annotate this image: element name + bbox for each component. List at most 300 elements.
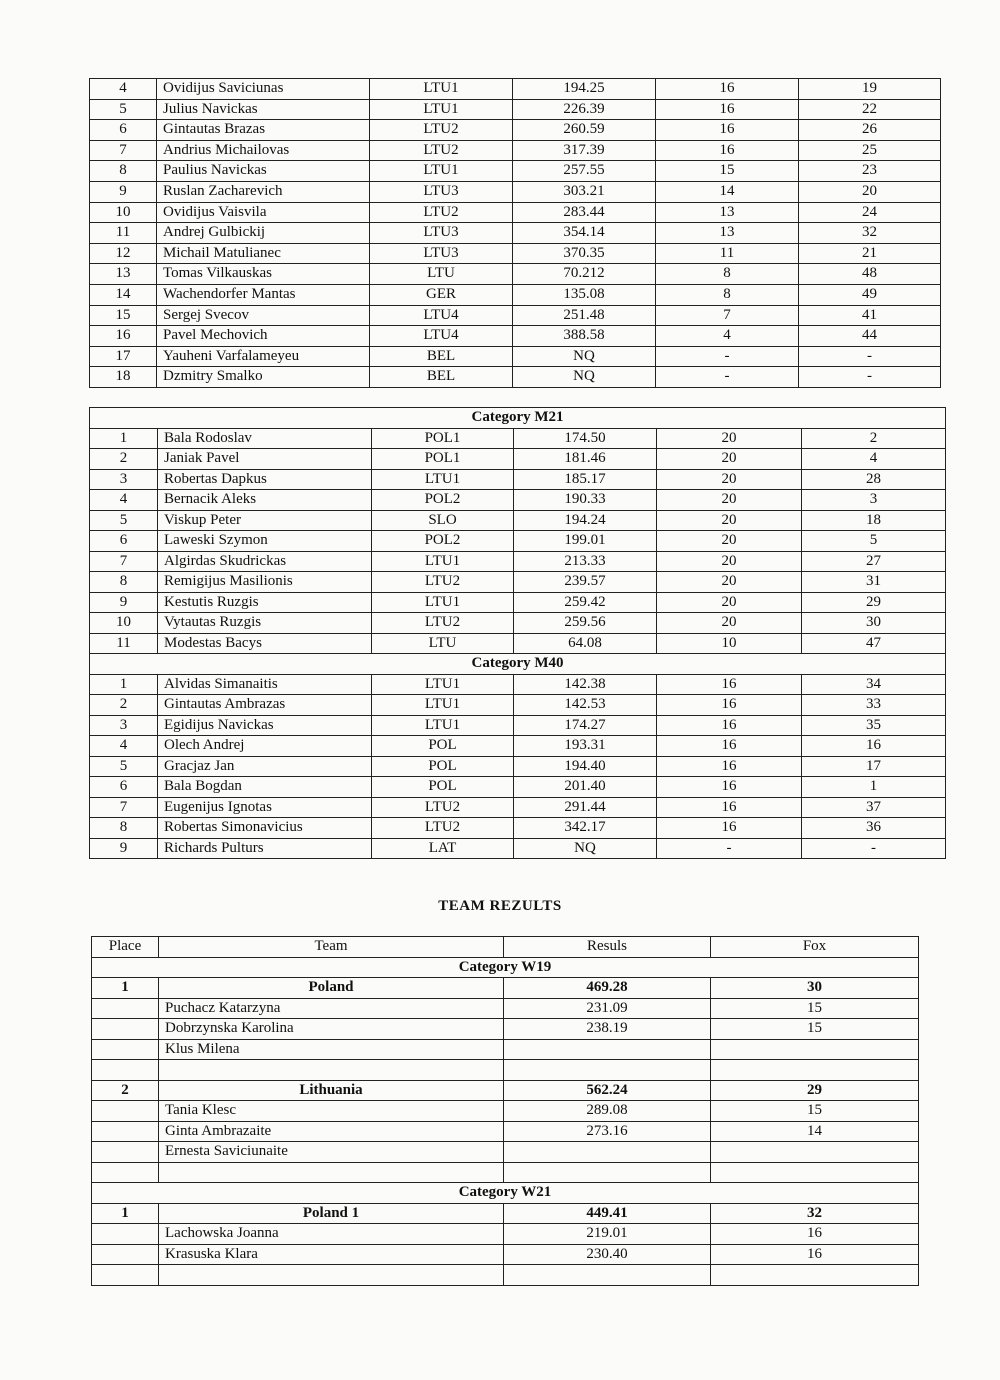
cell-result: 259.42 bbox=[514, 592, 657, 613]
cell-name: Ruslan Zacharevich bbox=[157, 181, 370, 202]
cell-place: 3 bbox=[90, 469, 158, 490]
cell-name: Remigijus Masilionis bbox=[158, 572, 372, 593]
cell-name: Michail Matulianec bbox=[157, 243, 370, 264]
cell-fox: 14 bbox=[656, 181, 799, 202]
cell-team: Poland 1 bbox=[159, 1203, 504, 1224]
cell-results bbox=[504, 1265, 711, 1286]
table-row bbox=[90, 674, 946, 695]
cell-name: Egidijus Navickas bbox=[158, 715, 372, 736]
cell-number: 4 bbox=[802, 449, 946, 470]
cell-fox: 13 bbox=[656, 223, 799, 244]
cell-team: LTU2 bbox=[372, 797, 514, 818]
table-row bbox=[90, 777, 946, 798]
cell-fox: 7 bbox=[656, 305, 799, 326]
cell-place: 7 bbox=[90, 797, 158, 818]
cell-name: Bala Bogdan bbox=[158, 777, 372, 798]
cell-number: 22 bbox=[799, 99, 941, 120]
results-table-continued bbox=[89, 78, 941, 388]
cell-fox: 16 bbox=[657, 777, 802, 798]
cell-place: 13 bbox=[90, 264, 157, 285]
cell-place: 1 bbox=[90, 428, 158, 449]
cell-fox: 20 bbox=[657, 572, 802, 593]
cell-name: Andrej Gulbickij bbox=[157, 223, 370, 244]
table-row bbox=[90, 797, 946, 818]
cell-team: LTU1 bbox=[372, 469, 514, 490]
member-row bbox=[92, 1039, 919, 1060]
cell-team: POL1 bbox=[372, 428, 514, 449]
cell-number: 16 bbox=[802, 736, 946, 757]
header-place: Place bbox=[92, 937, 159, 958]
table-row bbox=[90, 551, 946, 572]
cell-number: 37 bbox=[802, 797, 946, 818]
member-row bbox=[92, 1101, 919, 1122]
cell-place: 17 bbox=[90, 346, 157, 367]
table-row bbox=[90, 264, 941, 285]
cell-fox: 16 bbox=[711, 1224, 919, 1245]
member-row bbox=[92, 1244, 919, 1265]
cell-name: Modestas Bacys bbox=[158, 633, 372, 654]
cell-team: LTU2 bbox=[370, 120, 513, 141]
cell-place: 8 bbox=[90, 572, 158, 593]
cell-number: 47 bbox=[802, 633, 946, 654]
cell-team: GER bbox=[370, 284, 513, 305]
cell-name: Wachendorfer Mantas bbox=[157, 284, 370, 305]
cell-number: 23 bbox=[799, 161, 941, 182]
cell-result: 342.17 bbox=[514, 818, 657, 839]
cell-name: Pavel Mechovich bbox=[157, 326, 370, 347]
cell-place: 15 bbox=[90, 305, 157, 326]
team-results-heading: TEAM REZULTS bbox=[438, 898, 562, 914]
header-team: Team bbox=[159, 937, 504, 958]
cell-team: Klus Milena bbox=[159, 1039, 504, 1060]
cell-fox: 20 bbox=[657, 551, 802, 572]
cell-results: 469.28 bbox=[504, 978, 711, 999]
cell-result: 174.27 bbox=[514, 715, 657, 736]
cell-team: LTU4 bbox=[370, 326, 513, 347]
cell-place: 4 bbox=[90, 736, 158, 757]
cell-fox: 14 bbox=[711, 1121, 919, 1142]
table-row bbox=[90, 284, 941, 305]
member-row bbox=[92, 1121, 919, 1142]
cell-fox: 15 bbox=[711, 1101, 919, 1122]
cell-place bbox=[92, 1101, 159, 1122]
cell-team: Dobrzynska Karolina bbox=[159, 1019, 504, 1040]
cell-number: 19 bbox=[799, 79, 941, 100]
cell-number: 2 bbox=[802, 428, 946, 449]
cell-number: 20 bbox=[799, 181, 941, 202]
cell-team: BEL bbox=[370, 367, 513, 388]
cell-name: Algirdas Skudrickas bbox=[158, 551, 372, 572]
cell-name: Eugenijus Ignotas bbox=[158, 797, 372, 818]
cell-team: Lithuania bbox=[159, 1080, 504, 1101]
cell-team: LTU1 bbox=[370, 161, 513, 182]
cell-fox: 4 bbox=[656, 326, 799, 347]
cell-results bbox=[504, 1060, 711, 1081]
cell-place bbox=[92, 1162, 159, 1183]
results-table-m21-m40 bbox=[89, 407, 946, 859]
cell-team: LTU2 bbox=[372, 572, 514, 593]
cell-name: Gintautas Brazas bbox=[157, 120, 370, 141]
cell-name: Tomas Vilkauskas bbox=[157, 264, 370, 285]
cell-results: 449.41 bbox=[504, 1203, 711, 1224]
table-row bbox=[90, 818, 946, 839]
table-row bbox=[90, 490, 946, 511]
cell-result: 257.55 bbox=[513, 161, 656, 182]
cell-result: 226.39 bbox=[513, 99, 656, 120]
cell-number: 26 bbox=[799, 120, 941, 141]
cell-results: 219.01 bbox=[504, 1224, 711, 1245]
cell-result: NQ bbox=[513, 367, 656, 388]
cell-fox bbox=[711, 1265, 919, 1286]
cell-place: 10 bbox=[90, 202, 157, 223]
table-row bbox=[90, 326, 941, 347]
cell-team: POL bbox=[372, 777, 514, 798]
cell-fox: 16 bbox=[657, 674, 802, 695]
cell-number: 32 bbox=[799, 223, 941, 244]
cell-name: Sergej Svecov bbox=[157, 305, 370, 326]
cell-name: Kestutis Ruzgis bbox=[158, 592, 372, 613]
cell-place: 2 bbox=[92, 1080, 159, 1101]
cell-number: 25 bbox=[799, 140, 941, 161]
cell-place: 5 bbox=[90, 510, 158, 531]
cell-fox bbox=[711, 1039, 919, 1060]
cell-fox: 11 bbox=[656, 243, 799, 264]
cell-fox: 15 bbox=[711, 998, 919, 1019]
cell-result: 239.57 bbox=[514, 572, 657, 593]
cell-number: 41 bbox=[799, 305, 941, 326]
cell-team: Poland bbox=[159, 978, 504, 999]
cell-result: 142.53 bbox=[514, 695, 657, 716]
table-row bbox=[90, 99, 941, 120]
table-row bbox=[90, 715, 946, 736]
cell-name: Alvidas Simanaitis bbox=[158, 674, 372, 695]
cell-name: Dzmitry Smalko bbox=[157, 367, 370, 388]
cell-result: 193.31 bbox=[514, 736, 657, 757]
cell-result: 194.25 bbox=[513, 79, 656, 100]
cell-place bbox=[92, 1265, 159, 1286]
cell-place: 11 bbox=[90, 633, 158, 654]
cell-fox: 20 bbox=[657, 592, 802, 613]
cell-name: Bala Rodoslav bbox=[158, 428, 372, 449]
category-row bbox=[92, 1183, 919, 1204]
team-row bbox=[92, 978, 919, 999]
cell-result: 199.01 bbox=[514, 531, 657, 552]
cell-result: 142.38 bbox=[514, 674, 657, 695]
cell-team: LAT bbox=[372, 838, 514, 859]
cell-team bbox=[159, 1265, 504, 1286]
table-row bbox=[90, 120, 941, 141]
member-row bbox=[92, 1224, 919, 1245]
cell-place: 3 bbox=[90, 715, 158, 736]
cell-team: LTU bbox=[370, 264, 513, 285]
cell-result: 190.33 bbox=[514, 490, 657, 511]
cell-results bbox=[504, 1162, 711, 1183]
cell-team: Puchacz Katarzyna bbox=[159, 998, 504, 1019]
cell-team: SLO bbox=[372, 510, 514, 531]
cell-name: Paulius Navickas bbox=[157, 161, 370, 182]
cell-result: 303.21 bbox=[513, 181, 656, 202]
table-row bbox=[90, 736, 946, 757]
cell-fox: - bbox=[656, 346, 799, 367]
cell-team: LTU3 bbox=[370, 223, 513, 244]
cell-place: 8 bbox=[90, 161, 157, 182]
cell-result: 194.40 bbox=[514, 756, 657, 777]
category-row bbox=[90, 408, 946, 429]
cell-number: 33 bbox=[802, 695, 946, 716]
cell-fox: 16 bbox=[657, 756, 802, 777]
member-row bbox=[92, 998, 919, 1019]
cell-fox: 16 bbox=[657, 797, 802, 818]
cell-team: LTU3 bbox=[370, 243, 513, 264]
cell-name: Janiak Pavel bbox=[158, 449, 372, 470]
cell-number: 35 bbox=[802, 715, 946, 736]
cell-result: 283.44 bbox=[513, 202, 656, 223]
cell-fox: 16 bbox=[657, 695, 802, 716]
cell-fox: - bbox=[657, 838, 802, 859]
cell-number: 17 bbox=[802, 756, 946, 777]
table-row bbox=[90, 305, 941, 326]
cell-team: POL2 bbox=[372, 490, 514, 511]
cell-fox: 20 bbox=[657, 510, 802, 531]
table-row bbox=[90, 838, 946, 859]
cell-result: 251.48 bbox=[513, 305, 656, 326]
cell-number: 1 bbox=[802, 777, 946, 798]
cell-number: - bbox=[799, 367, 941, 388]
cell-place: 10 bbox=[90, 613, 158, 634]
cell-team: LTU2 bbox=[372, 613, 514, 634]
cell-team bbox=[159, 1060, 504, 1081]
cell-team: POL bbox=[372, 756, 514, 777]
cell-place: 1 bbox=[90, 674, 158, 695]
table-row bbox=[90, 428, 946, 449]
cell-place bbox=[92, 1121, 159, 1142]
cell-result: 194.24 bbox=[514, 510, 657, 531]
team-header-row bbox=[92, 937, 919, 958]
cell-result: 213.33 bbox=[514, 551, 657, 572]
cell-name: Robertas Dapkus bbox=[158, 469, 372, 490]
cell-name: Gintautas Ambrazas bbox=[158, 695, 372, 716]
cell-place: 18 bbox=[90, 367, 157, 388]
table-row bbox=[90, 592, 946, 613]
cell-fox: 20 bbox=[657, 428, 802, 449]
cell-number: 48 bbox=[799, 264, 941, 285]
cell-result: 64.08 bbox=[514, 633, 657, 654]
cell-results: 562.24 bbox=[504, 1080, 711, 1101]
cell-result: 370.35 bbox=[513, 243, 656, 264]
cell-fox: - bbox=[656, 367, 799, 388]
cell-place: 9 bbox=[90, 181, 157, 202]
cell-result: 317.39 bbox=[513, 140, 656, 161]
category-title: Category W19 bbox=[92, 957, 919, 978]
cell-results: 273.16 bbox=[504, 1121, 711, 1142]
cell-place: 14 bbox=[90, 284, 157, 305]
cell-team: POL bbox=[372, 736, 514, 757]
cell-results: 289.08 bbox=[504, 1101, 711, 1122]
cell-place bbox=[92, 998, 159, 1019]
cell-results: 231.09 bbox=[504, 998, 711, 1019]
cell-name: Ovidijus Vaisvila bbox=[157, 202, 370, 223]
cell-fox: 29 bbox=[711, 1080, 919, 1101]
cell-place: 6 bbox=[90, 120, 157, 141]
cell-place: 8 bbox=[90, 818, 158, 839]
cell-team: LTU1 bbox=[372, 674, 514, 695]
cell-place bbox=[92, 1019, 159, 1040]
cell-fox bbox=[711, 1060, 919, 1081]
cell-result: NQ bbox=[513, 346, 656, 367]
cell-team: BEL bbox=[370, 346, 513, 367]
cell-number: 28 bbox=[802, 469, 946, 490]
team-row bbox=[92, 1080, 919, 1101]
cell-name: Julius Navickas bbox=[157, 99, 370, 120]
cell-team: Krasuska Klara bbox=[159, 1244, 504, 1265]
cell-fox: 20 bbox=[657, 469, 802, 490]
cell-place: 9 bbox=[90, 838, 158, 859]
header-results: Resuls bbox=[504, 937, 711, 958]
cell-name: Richards Pulturs bbox=[158, 838, 372, 859]
cell-team: LTU1 bbox=[372, 551, 514, 572]
cell-fox: 10 bbox=[657, 633, 802, 654]
cell-place: 11 bbox=[90, 223, 157, 244]
cell-fox: 20 bbox=[657, 531, 802, 552]
cell-team: POL2 bbox=[372, 531, 514, 552]
cell-place: 4 bbox=[90, 79, 157, 100]
cell-fox: 16 bbox=[657, 736, 802, 757]
table-row bbox=[90, 633, 946, 654]
cell-number: 44 bbox=[799, 326, 941, 347]
category-row bbox=[90, 654, 946, 675]
table-row bbox=[90, 161, 941, 182]
table-row bbox=[90, 756, 946, 777]
cell-place: 2 bbox=[90, 695, 158, 716]
cell-team: LTU3 bbox=[370, 181, 513, 202]
cell-name: Laweski Szymon bbox=[158, 531, 372, 552]
team-results-table bbox=[91, 936, 919, 1286]
cell-number: - bbox=[802, 838, 946, 859]
table-row bbox=[90, 181, 941, 202]
cell-fox bbox=[711, 1142, 919, 1163]
cell-team: LTU1 bbox=[372, 715, 514, 736]
cell-fox: 20 bbox=[657, 613, 802, 634]
cell-fox: 20 bbox=[657, 449, 802, 470]
cell-result: 354.14 bbox=[513, 223, 656, 244]
cell-results bbox=[504, 1142, 711, 1163]
cell-team: Lachowska Joanna bbox=[159, 1224, 504, 1245]
cell-place: 5 bbox=[90, 756, 158, 777]
cell-name: Robertas Simonavicius bbox=[158, 818, 372, 839]
cell-fox: 16 bbox=[656, 140, 799, 161]
cell-place: 9 bbox=[90, 592, 158, 613]
cell-fox bbox=[711, 1162, 919, 1183]
table-row bbox=[90, 449, 946, 470]
cell-team: LTU1 bbox=[370, 99, 513, 120]
cell-result: 201.40 bbox=[514, 777, 657, 798]
cell-number: 21 bbox=[799, 243, 941, 264]
cell-number: - bbox=[799, 346, 941, 367]
cell-result: 259.56 bbox=[514, 613, 657, 634]
table-row bbox=[90, 223, 941, 244]
table-row bbox=[90, 469, 946, 490]
table-row bbox=[90, 572, 946, 593]
cell-number: 3 bbox=[802, 490, 946, 511]
cell-place: 7 bbox=[90, 140, 157, 161]
cell-team: LTU1 bbox=[370, 79, 513, 100]
table-row bbox=[90, 140, 941, 161]
table-row bbox=[90, 243, 941, 264]
blank-row bbox=[92, 1162, 919, 1183]
header-fox: Fox bbox=[711, 937, 919, 958]
table-row bbox=[90, 510, 946, 531]
table-row bbox=[90, 367, 941, 388]
cell-name: Gracjaz Jan bbox=[158, 756, 372, 777]
cell-fox: 8 bbox=[656, 264, 799, 285]
cell-result: 70.212 bbox=[513, 264, 656, 285]
cell-place bbox=[92, 1142, 159, 1163]
cell-name: Viskup Peter bbox=[158, 510, 372, 531]
cell-number: 27 bbox=[802, 551, 946, 572]
cell-team: Ginta Ambrazaite bbox=[159, 1121, 504, 1142]
cell-team: LTU2 bbox=[370, 140, 513, 161]
cell-number: 49 bbox=[799, 284, 941, 305]
cell-place: 5 bbox=[90, 99, 157, 120]
cell-number: 36 bbox=[802, 818, 946, 839]
cell-team: Ernesta Saviciunaite bbox=[159, 1142, 504, 1163]
cell-name: Ovidijus Saviciunas bbox=[157, 79, 370, 100]
cell-team: LTU bbox=[372, 633, 514, 654]
cell-number: 34 bbox=[802, 674, 946, 695]
cell-result: 388.58 bbox=[513, 326, 656, 347]
cell-fox: 32 bbox=[711, 1203, 919, 1224]
cell-fox: 15 bbox=[711, 1019, 919, 1040]
cell-place: 16 bbox=[90, 326, 157, 347]
cell-fox: 16 bbox=[656, 120, 799, 141]
table-row bbox=[90, 346, 941, 367]
cell-team: LTU2 bbox=[372, 818, 514, 839]
cell-fox: 16 bbox=[656, 99, 799, 120]
team-row bbox=[92, 1203, 919, 1224]
blank-row bbox=[92, 1060, 919, 1081]
cell-result: NQ bbox=[514, 838, 657, 859]
cell-results: 230.40 bbox=[504, 1244, 711, 1265]
cell-place bbox=[92, 1224, 159, 1245]
member-row bbox=[92, 1142, 919, 1163]
cell-place: 4 bbox=[90, 490, 158, 511]
cell-place bbox=[92, 1060, 159, 1081]
table-row bbox=[90, 202, 941, 223]
cell-team: LTU2 bbox=[370, 202, 513, 223]
cell-name: Vytautas Ruzgis bbox=[158, 613, 372, 634]
cell-results bbox=[504, 1039, 711, 1060]
cell-fox: 16 bbox=[657, 818, 802, 839]
cell-number: 31 bbox=[802, 572, 946, 593]
cell-name: Yauheni Varfalameyeu bbox=[157, 346, 370, 367]
cell-place bbox=[92, 1244, 159, 1265]
cell-result: 174.50 bbox=[514, 428, 657, 449]
table-row bbox=[90, 613, 946, 634]
cell-fox: 8 bbox=[656, 284, 799, 305]
cell-team: LTU1 bbox=[372, 695, 514, 716]
cell-number: 24 bbox=[799, 202, 941, 223]
cell-place bbox=[92, 1039, 159, 1060]
cell-number: 5 bbox=[802, 531, 946, 552]
cell-result: 135.08 bbox=[513, 284, 656, 305]
table-row bbox=[90, 79, 941, 100]
category-title: Category M40 bbox=[90, 654, 946, 675]
cell-result: 291.44 bbox=[514, 797, 657, 818]
cell-place: 2 bbox=[90, 449, 158, 470]
member-row bbox=[92, 1019, 919, 1040]
cell-fox: 15 bbox=[656, 161, 799, 182]
cell-fox: 16 bbox=[657, 715, 802, 736]
